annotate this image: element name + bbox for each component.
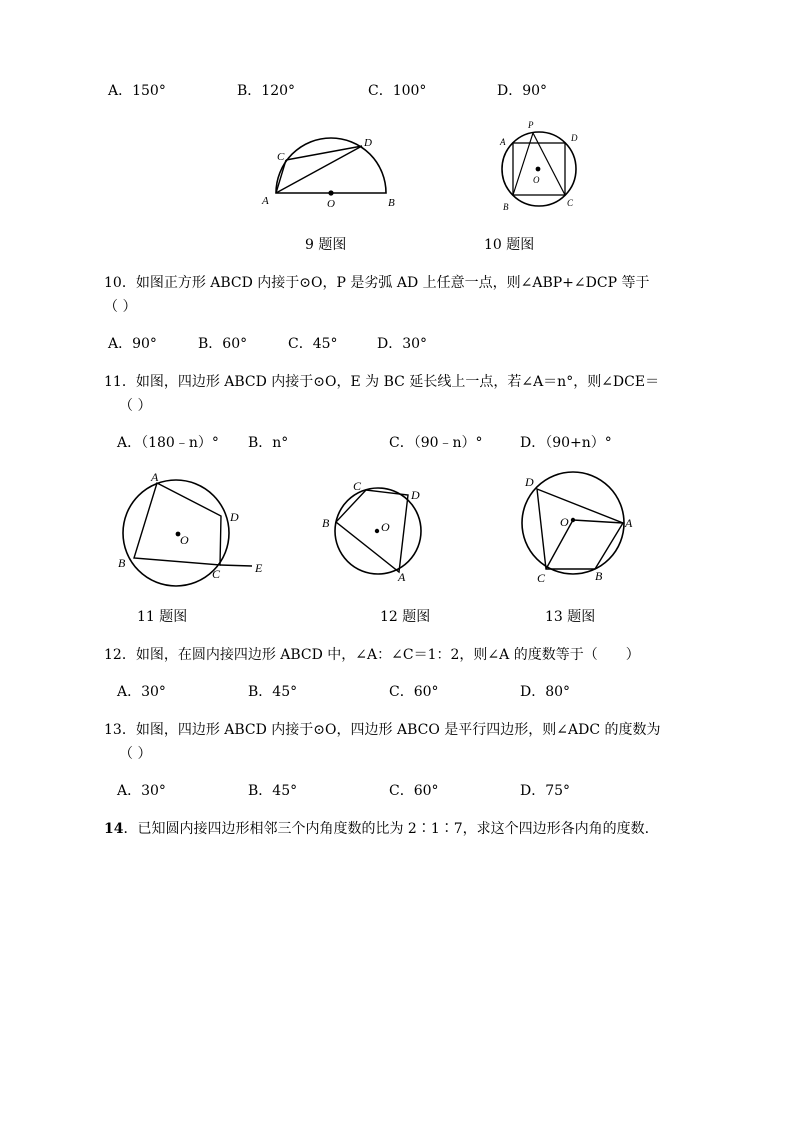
fig11-label-e: E bbox=[255, 561, 263, 575]
fig9-caption: 9 题图 bbox=[305, 237, 347, 253]
fig10-label-d: D bbox=[571, 133, 578, 143]
q13-stem: 13．如图，四边形 ABCD 内接于⊙O，四边形 ABCO 是平行四边形，则∠ADC 的度数为 bbox=[104, 722, 661, 738]
q11-option-c: C．（90﹣n）° bbox=[389, 435, 483, 451]
fig11-label-o: O bbox=[180, 533, 189, 547]
fig12-label-o: O bbox=[381, 520, 390, 534]
q14-number: 14 bbox=[104, 821, 124, 837]
fig12-caption: 12 题图 bbox=[380, 609, 431, 625]
fig13-label-b: B bbox=[595, 569, 603, 583]
fig11-label-a: A bbox=[151, 470, 159, 484]
fig13-label-o: O bbox=[560, 515, 569, 529]
q11-option-d: D．（90+n）° bbox=[520, 435, 612, 451]
q9-option-a: A．150° bbox=[108, 83, 166, 99]
q13-option-d: D．75° bbox=[520, 783, 571, 799]
q12-option-d: D．80° bbox=[520, 684, 571, 700]
q10-blank: （ ） bbox=[104, 299, 137, 315]
q10-option-a: A．90° bbox=[108, 336, 157, 352]
q9-option-c: C．100° bbox=[368, 83, 427, 99]
fig12-label-d: D bbox=[411, 488, 420, 502]
fig13-label-c: C bbox=[537, 571, 546, 585]
q10-option-c: C．45° bbox=[288, 336, 338, 352]
q11-option-b: B．n° bbox=[248, 435, 289, 451]
q13-blank: （ ） bbox=[119, 746, 152, 762]
q11-stem: 11．如图，四边形 ABCD 内接于⊙O，E 为 BC 延长线上一点，若∠A＝n°，则∠DCE＝ bbox=[104, 374, 660, 390]
q11-blank: （ ） bbox=[119, 398, 152, 414]
q10-option-b: B．60° bbox=[198, 336, 248, 352]
fig12-label-a: A bbox=[398, 570, 406, 584]
q12-option-a: A．30° bbox=[117, 684, 166, 700]
q14-stem bbox=[104, 818, 649, 838]
q12-option-b: B．45° bbox=[248, 684, 298, 700]
fig9-label-c: C bbox=[277, 151, 285, 163]
fig10-label-a: A bbox=[500, 137, 506, 147]
q10-stem: 10．如图正方形 ABCD 内接于⊙O，P 是劣弧 AD 上任意一点，则∠ABP+∠DCP 等于 bbox=[104, 275, 650, 291]
fig13-label-d: D bbox=[525, 475, 534, 489]
fig10-label-c: C bbox=[567, 198, 574, 208]
fig10-label-b: B bbox=[503, 202, 509, 212]
q9-option-d: D．90° bbox=[497, 83, 548, 99]
fig10-caption: 10 题图 bbox=[484, 237, 535, 253]
fig9-label-b: B bbox=[388, 197, 395, 209]
q10-option-d: D．30° bbox=[377, 336, 428, 352]
fig9-label-d: D bbox=[364, 137, 372, 149]
q9-option-b: B．120° bbox=[237, 83, 296, 99]
fig13-label-a: A bbox=[625, 516, 633, 530]
fig11-label-b: B bbox=[118, 556, 126, 570]
fig9-label-a: A bbox=[262, 195, 269, 207]
fig11-caption: 11 题图 bbox=[137, 609, 188, 625]
q12-stem: 12．如图，在圆内接四边形 ABCD 中，∠A：∠C＝1：2，则∠A 的度数等于（ ） bbox=[104, 647, 640, 663]
fig12-label-c: C bbox=[353, 479, 362, 493]
fig10-label-o: O bbox=[533, 175, 540, 185]
fig10-label-p: P bbox=[528, 120, 534, 130]
q14-text: ．已知圆内接四边形相邻三个内角度数的比为 2∶1∶7，求这个四边形各内角的度数. bbox=[123, 821, 650, 837]
q13-option-a: A．30° bbox=[117, 783, 166, 799]
q13-option-c: C．60° bbox=[389, 783, 439, 799]
fig11-label-c: C bbox=[212, 567, 221, 581]
q13-option-b: B．45° bbox=[248, 783, 298, 799]
q11-option-a: A．（180﹣n）° bbox=[117, 435, 219, 451]
fig12-label-b: B bbox=[322, 516, 330, 530]
fig11-label-d: D bbox=[230, 510, 239, 524]
fig13-caption: 13 题图 bbox=[545, 609, 596, 625]
fig9-label-o: O bbox=[327, 198, 335, 210]
q12-option-c: C．60° bbox=[389, 684, 439, 700]
